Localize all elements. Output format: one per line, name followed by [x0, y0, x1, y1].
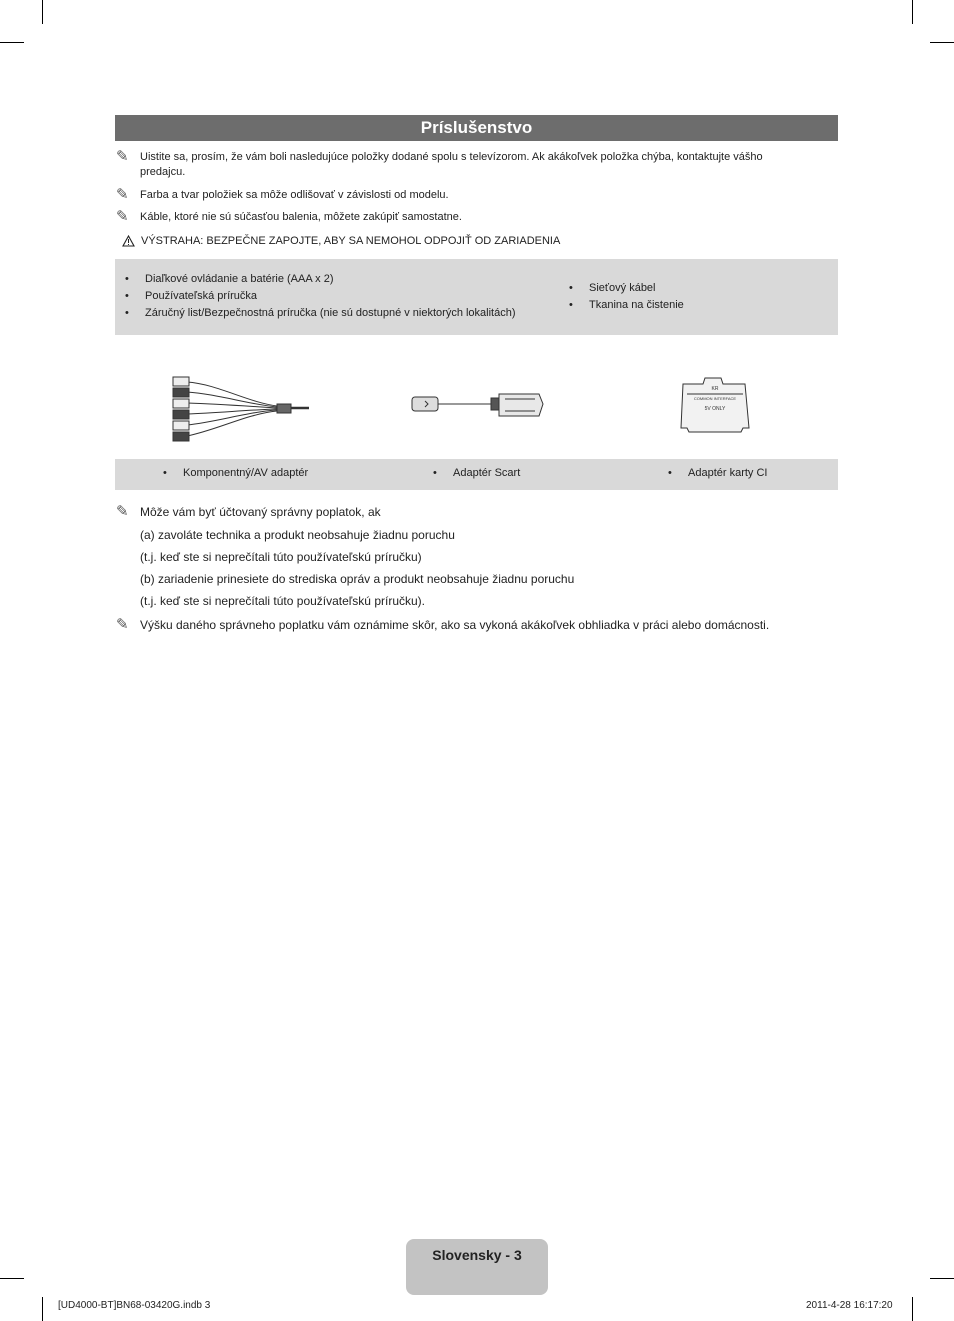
crop-mark: [0, 1278, 24, 1279]
crop-mark: [912, 0, 913, 24]
note-pencil-icon: ✎: [116, 503, 129, 520]
svg-text:COMMON INTERFACE: COMMON INTERFACE: [693, 396, 737, 401]
ci-card-adapter-icon: [675, 372, 755, 436]
adapter-caption: • Adaptér Scart: [433, 467, 520, 479]
adapter-caption: • Komponentný/AV adaptér: [163, 467, 308, 479]
accessories-list-left: [125, 271, 516, 322]
note-text: Môže vám byť účtovaný správny poplatok, ak: [140, 505, 381, 519]
component-av-adapter-icon: [167, 372, 317, 448]
note-pencil-icon: ✎: [116, 616, 129, 633]
note-pencil-icon: ✎: [116, 186, 129, 203]
adapter-caption: • Adaptér karty CI: [668, 467, 767, 479]
footer-timestamp: 2011-4-28 16:17:20: [806, 1300, 893, 1311]
list-item: • Sieťový kábel: [569, 280, 684, 297]
scart-adapter-icon: [407, 390, 547, 422]
note-text: Uistite sa, prosím, že vám boli nasledujúce položky dodané spolu s televízorom. Ak akákoľvek položka chýba, kontaktujte vášho: [140, 151, 763, 163]
fee-item: (b) zariadenie prinesiete do strediska opráv a produkt neobsahuje žiadnu poruchu: [140, 572, 575, 586]
list-item: • Diaľkové ovládanie a batérie (AAA x 2): [125, 271, 516, 288]
crop-mark: [930, 42, 954, 43]
fee-note: [116, 504, 381, 520]
crop-mark: [0, 42, 24, 43]
list-item: • Záručný list/Bezpečnostná príručka (nie sú dostupné v niektorých lokalitách): [125, 305, 516, 322]
note-item: [116, 150, 838, 180]
note-pencil-icon: ✎: [116, 208, 129, 225]
note-item: [116, 210, 838, 225]
adapter-images: [115, 362, 838, 450]
fee-item: (t.j. keď ste si neprečítali túto používateľskú príručku): [140, 550, 422, 564]
warning-text: VÝSTRAHA: BEZPEČNE ZAPOJTE, ABY SA NEMOHOL ODPOJIŤ OD ZARIADENIA: [141, 235, 561, 247]
list-item: • Používateľská príručka: [125, 288, 516, 305]
note-text: Farba a tvar položiek sa môže odlišovať v závislosti od modelu.: [140, 189, 449, 201]
note-text: Káble, ktoré nie sú súčasťou balenia, môžete zakúpiť samostatne.: [140, 211, 462, 223]
warning-line: [122, 235, 560, 247]
crop-mark: [930, 1278, 954, 1279]
svg-text:KR: KR: [711, 386, 719, 392]
fee-item: (a) zavoláte technika a produkt neobsahuje žiadnu poruchu: [140, 528, 455, 542]
note-pencil-icon: ✎: [116, 148, 129, 165]
warning-triangle-icon: [122, 235, 135, 247]
accessories-list-right: [569, 280, 684, 314]
page-number-tab: Slovensky - 3: [406, 1239, 548, 1295]
crop-mark: [912, 1297, 913, 1321]
list-item: • Tkanina na čistenie: [569, 297, 684, 314]
note-item: [116, 188, 838, 203]
crop-mark: [42, 0, 43, 24]
note-text: predajcu.: [140, 166, 186, 178]
fee-item: (t.j. keď ste si neprečítali túto používateľskú príručku).: [140, 594, 425, 608]
crop-mark: [42, 1297, 43, 1321]
note-text: Výšku daného správneho poplatku vám oznámime skôr, ako sa vykoná akákoľvek obhliadka v práci alebo domácnosti.: [140, 618, 770, 632]
section-title: Príslušenstvo: [115, 115, 838, 141]
adapter-captions: [115, 459, 838, 490]
accessories-box: [115, 259, 838, 335]
fee-final-note: [116, 617, 769, 633]
footer-file-info: [UD4000-BT]BN68-03420G.indb 3: [58, 1300, 211, 1311]
svg-text:5V ONLY: 5V ONLY: [704, 406, 726, 412]
